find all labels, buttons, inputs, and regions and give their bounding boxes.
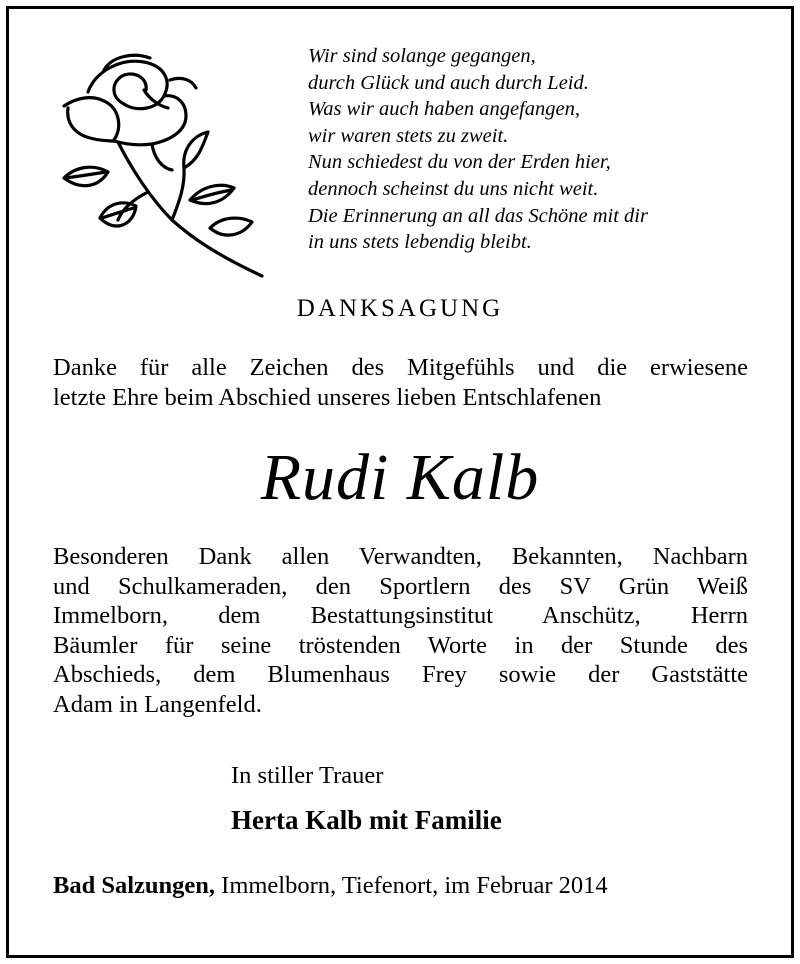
place-rest: Immelborn, Tiefenort, im Februar 2014: [215, 872, 608, 899]
poem: [308, 43, 768, 256]
poem-line: wir waren stets zu zweit.: [308, 124, 509, 147]
thanks-line: Besonderen Dank allen Verwandten, Bekannten, Nachbarn: [53, 543, 748, 570]
poem-line: Wir sind solange gegangen,: [308, 45, 536, 67]
poem-line: Die Erinnerung an all das Schöne mit dir: [308, 204, 648, 227]
poem-line: Nun schiedest du von der Erden hier,: [308, 151, 611, 174]
intro-text: [53, 353, 748, 412]
poem-line: dennoch scheinst du uns nicht weit.: [308, 177, 599, 200]
thanks-text: [53, 542, 748, 719]
thanks-line: Immelborn, dem Bestattungsinstitut Anschütz, Herrn: [53, 602, 748, 629]
thanks-line: und Schulkameraden, den Sportlern des SV Grün Weiß: [53, 572, 748, 600]
place-bold: Bad Salzungen,: [53, 872, 216, 899]
intro-line: letzte Ehre beim Abschied unseres lieben Entschlafenen: [53, 383, 602, 411]
poem-line: Was wir auch haben angefangen,: [308, 98, 580, 121]
thanks-line: Adam in Langenfeld.: [53, 690, 262, 718]
poem-line: in uns stets lebendig bleibt.: [308, 231, 532, 254]
family-signature: Herta Kalb mit Familie: [231, 805, 502, 835]
rose-icon: [52, 50, 270, 282]
mourning-text: In stiller Trauer: [231, 762, 384, 789]
place-date: [53, 872, 608, 900]
deceased-name: Rudi Kalb: [260, 441, 540, 514]
intro-line: Danke für alle Zeichen des Mitgefühls und die erwiesene: [53, 354, 748, 381]
thanks-line: Bäumler für seine tröstenden Worte in der Stunde des: [53, 631, 748, 659]
page-title: DANKSAGUNG: [296, 295, 504, 322]
poem-line: durch Glück und auch durch Leid.: [308, 71, 589, 94]
thanks-line: Abschieds, dem Blumenhaus Frey sowie der Gaststätte: [53, 661, 748, 688]
